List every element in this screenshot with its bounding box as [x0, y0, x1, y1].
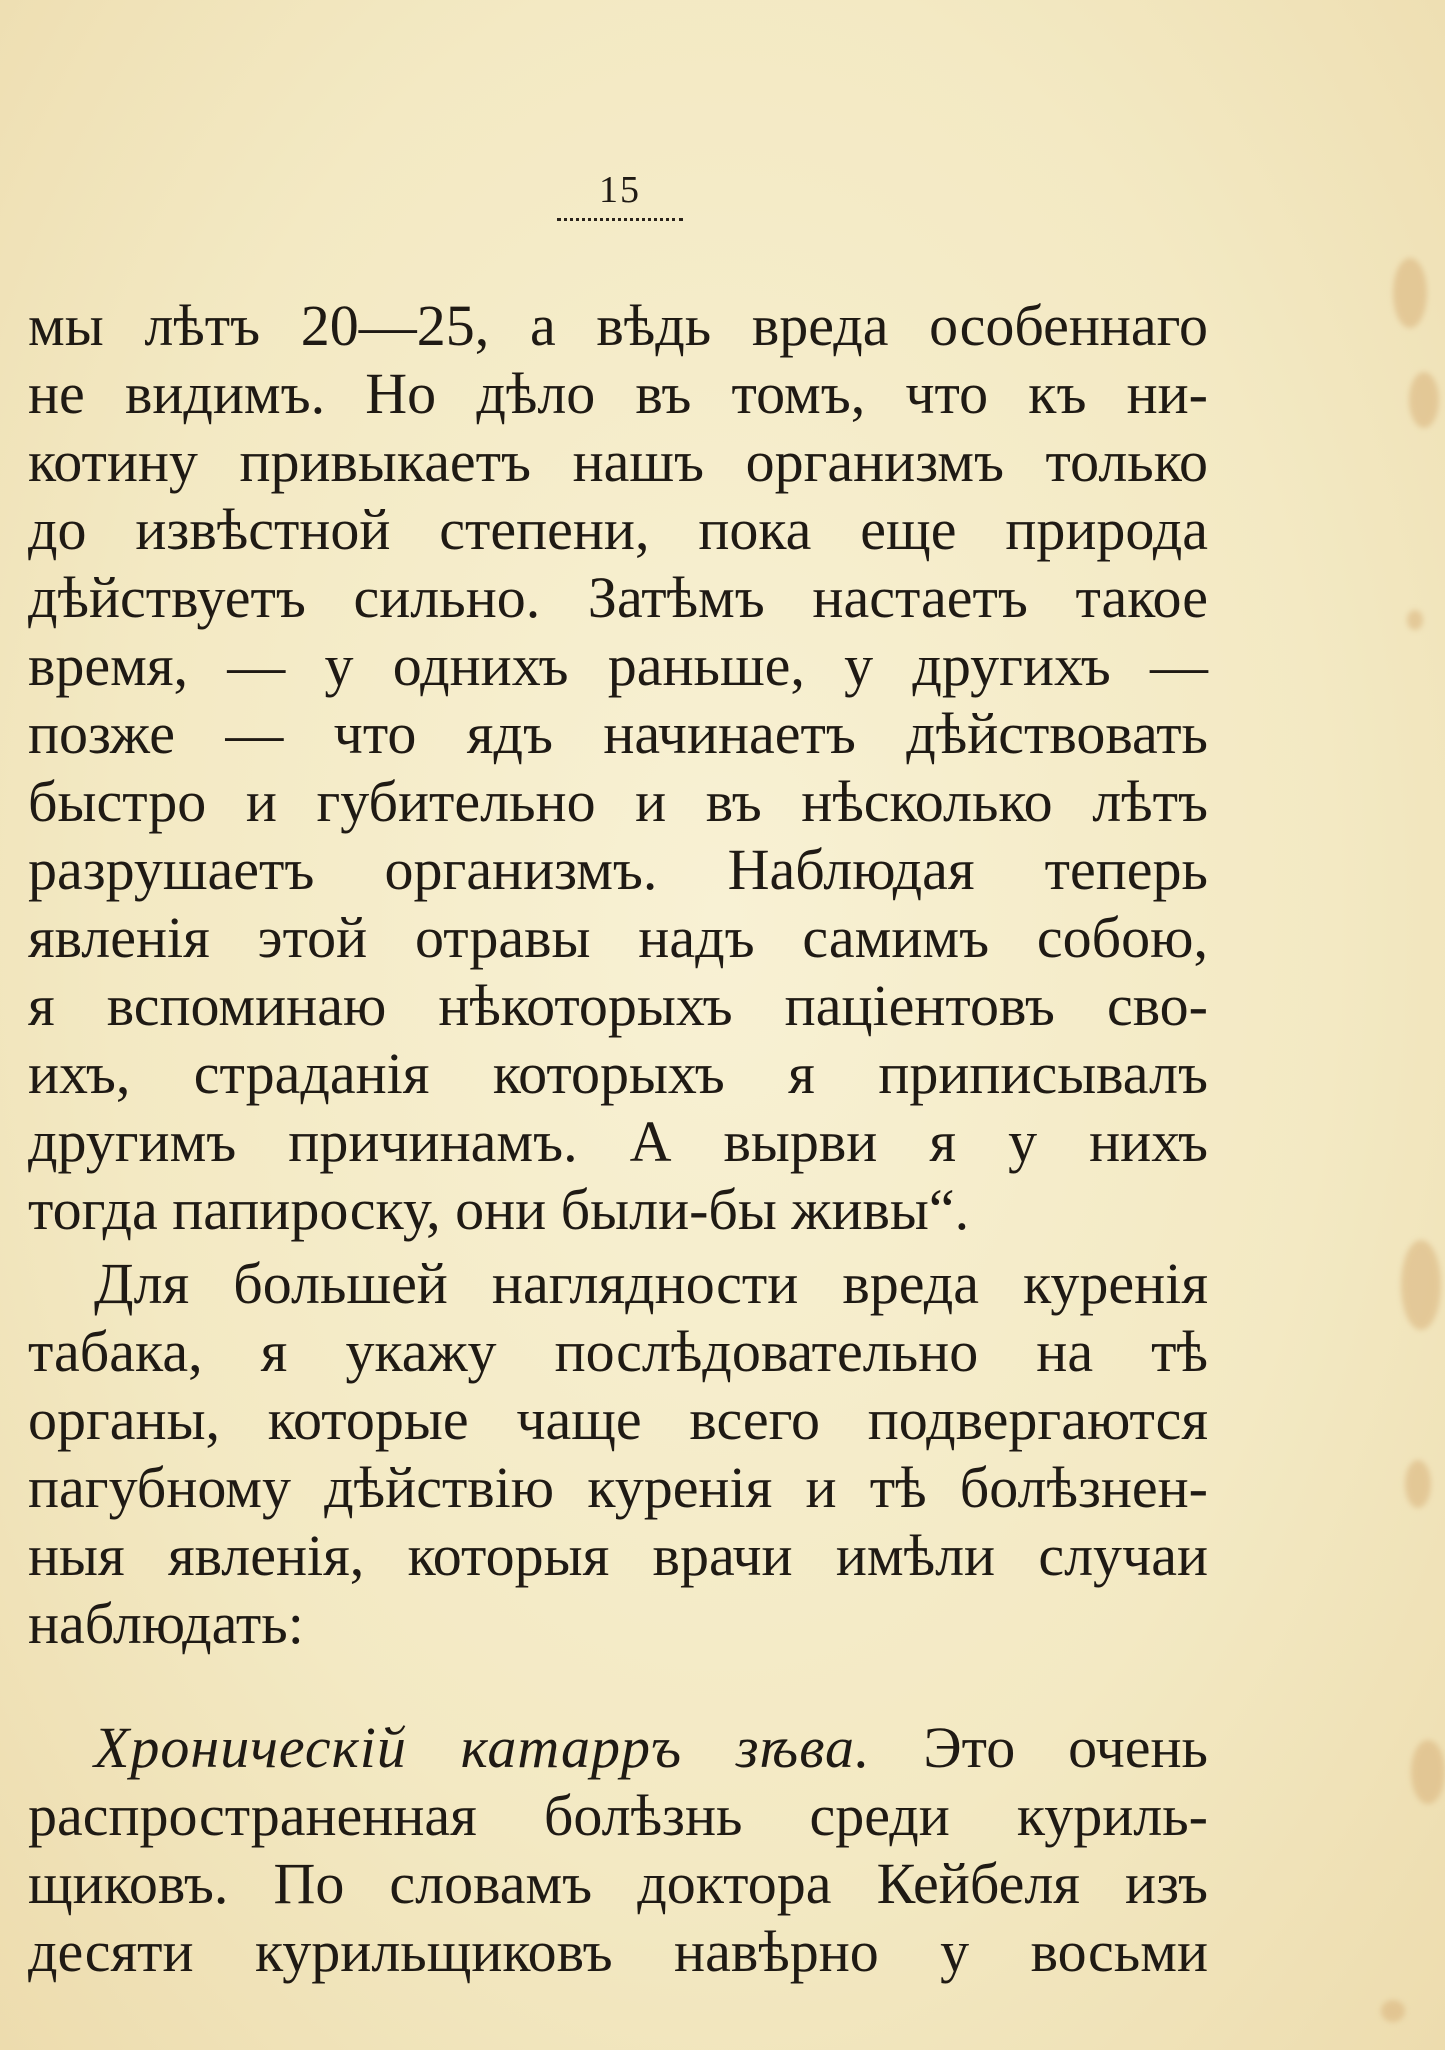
page-number: 15: [557, 168, 683, 221]
foxing-stain: [1381, 2000, 1405, 2022]
foxing-stain: [1401, 1240, 1441, 1330]
foxing-stain: [1411, 1740, 1445, 1804]
text-line: не видимъ. Но дѣло въ томъ, что къ ни-: [28, 361, 1208, 426]
text-line: ихъ, страданія которыхъ я приписывалъ: [28, 1041, 1208, 1106]
text-line: ныя явленія, которыя врачи имѣли случаи: [28, 1523, 1208, 1588]
text-line: тогда папироску, они были-бы живы“.: [28, 1177, 970, 1242]
text-fragment: Это очень: [923, 1715, 1208, 1780]
section-term: Хроническій катарръ зѣва.: [94, 1715, 871, 1780]
page-header: [0, 168, 1240, 221]
text-line: котину привыкаетъ нашъ организмъ только: [28, 429, 1208, 494]
text-line: дѣйствуетъ сильно. Затѣмъ настаетъ такое: [28, 565, 1208, 630]
text-line: быстро и губительно и въ нѣсколько лѣтъ: [28, 769, 1208, 834]
paragraph: [28, 1714, 1208, 1986]
paragraph: [28, 1250, 1208, 1658]
text-line: Для большей наглядности вреда куренія: [94, 1251, 1208, 1316]
text-line: явленія этой отравы надъ самимъ собою,: [28, 905, 1208, 970]
text-line: табака, я укажу послѣдовательно на тѣ: [28, 1319, 1208, 1384]
text-line: до извѣстной степени, пока еще природа: [28, 497, 1208, 562]
foxing-stain: [1409, 372, 1439, 428]
text-line: мы лѣтъ 20—25, а вѣдь вреда особеннаго: [28, 293, 1208, 358]
text-line: наблюдать:: [28, 1591, 304, 1656]
text-line: разрушаетъ организмъ. Наблюдая теперь: [28, 837, 1208, 902]
text-line: щиковъ. По словамъ доктора Кейбеля изъ: [28, 1851, 1208, 1916]
foxing-stain: [1405, 1460, 1431, 1508]
text-line: пагубному дѣйствію куренія и тѣ болѣзнен-: [28, 1455, 1208, 1520]
text-line: время, — у однихъ раньше, у другихъ —: [28, 633, 1208, 698]
text-line: органы, которые чаще всего подвергаются: [28, 1387, 1208, 1452]
text-line: десяти курильщиковъ навѣрно у восьми: [28, 1919, 1208, 1984]
text-line: распространенная болѣзнь среди куриль-: [28, 1783, 1208, 1848]
body-text: [28, 292, 1208, 1986]
text-line: [28, 1714, 1208, 1782]
foxing-stain: [1393, 258, 1427, 328]
text-line: позже — что ядъ начинаетъ дѣйствовать: [28, 701, 1208, 766]
text-line: я вспоминаю нѣкоторыхъ паціентовъ сво-: [28, 973, 1208, 1038]
section-spacer: [28, 1658, 1208, 1714]
text-line: другимъ причинамъ. А вырви я у нихъ: [28, 1109, 1208, 1174]
paragraph: [28, 292, 1208, 1244]
foxing-stain: [1407, 610, 1423, 630]
